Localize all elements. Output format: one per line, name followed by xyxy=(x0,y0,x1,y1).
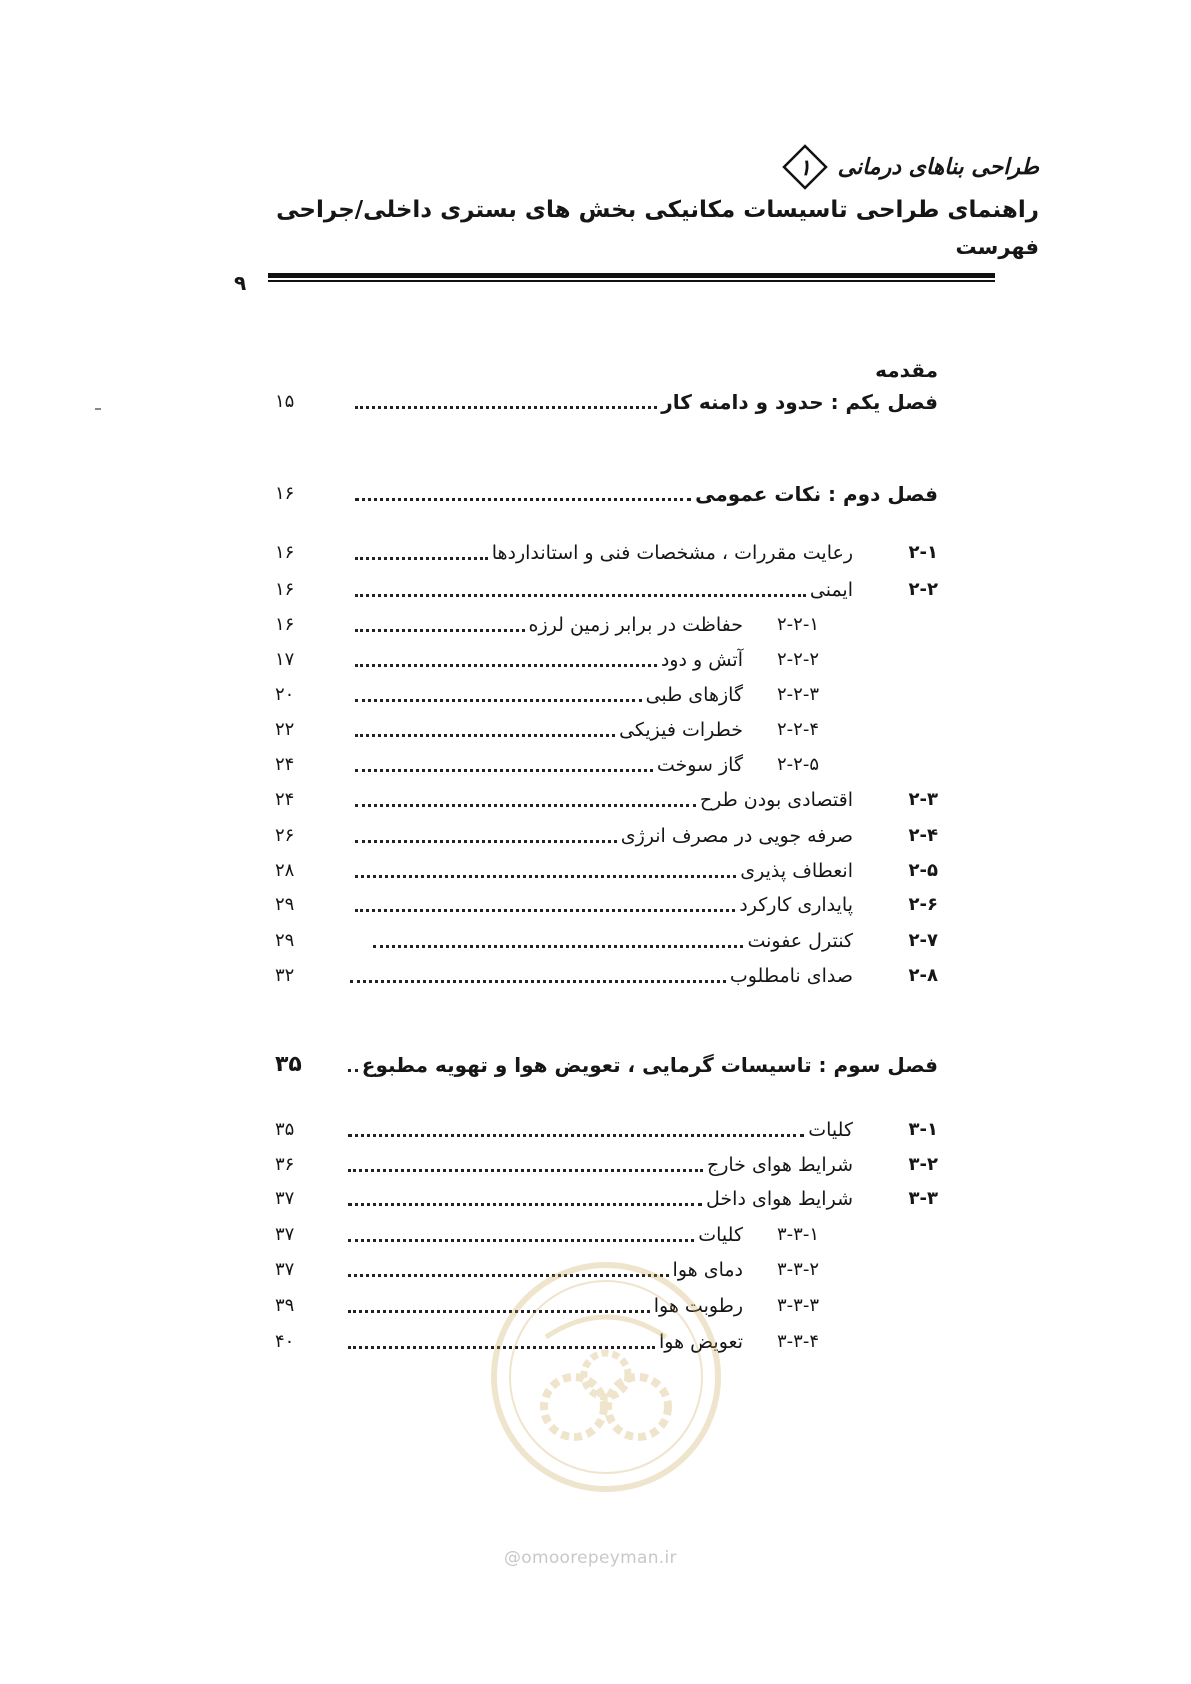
toc-page-number: ۱۶ xyxy=(275,542,295,563)
toc-page-number: ۳۷ xyxy=(275,1259,295,1280)
toc-section-code: ۳-۳ xyxy=(908,1188,938,1209)
toc-leader-line xyxy=(355,785,853,815)
toc-dot-leader xyxy=(348,1133,804,1137)
toc-page-number: ۳۲ xyxy=(275,965,295,986)
toc-leader-line xyxy=(355,387,938,417)
toc-entry-title: شرایط هوای داخل xyxy=(706,1188,853,1210)
toc-section-code: ۲-۲-۵ xyxy=(777,754,819,775)
toc-section-code: ۳-۳-۲ xyxy=(777,1259,819,1280)
toc-section-row xyxy=(0,1184,1191,1214)
toc-section-code: ۲-۵ xyxy=(908,860,938,881)
toc-entry-title: گاز سوخت xyxy=(656,754,743,776)
toc-leader-line xyxy=(355,821,853,851)
toc-leader-line xyxy=(355,680,743,710)
toc-section-code: ۲-۸ xyxy=(908,965,938,986)
toc-subsection-row xyxy=(0,610,1191,640)
header-rule-thick xyxy=(268,273,995,278)
toc-section-row xyxy=(0,1115,1191,1145)
toc-entry-title: رعایت مقررات ، مشخصات فنی و استانداردها xyxy=(491,542,853,564)
toc-page-number: ۱۵ xyxy=(275,391,295,412)
series-title: طراحی بناهای درمانی xyxy=(837,154,1039,180)
toc-page-number: ۲۴ xyxy=(275,789,295,810)
toc-leader-line xyxy=(355,715,743,745)
watermark-text: @omoorepeyman.ir xyxy=(504,1548,677,1568)
toc-entry-title: کنترل عفونت xyxy=(747,930,853,952)
toc-leader-line xyxy=(348,1115,853,1145)
toc-entry-title: پایداری کارکرد xyxy=(739,894,853,916)
toc-leader-line xyxy=(355,750,743,780)
publisher-seal-watermark xyxy=(486,1257,726,1497)
toc-dot-leader xyxy=(355,593,806,597)
scan-mark xyxy=(95,408,101,410)
toc-chapter-row xyxy=(0,479,1191,509)
toc-page-number: ۱۷ xyxy=(275,649,295,670)
toc-dot-leader xyxy=(355,803,696,807)
toc-section-code: ۲-۱ xyxy=(908,542,938,563)
toc-dot-leader xyxy=(355,556,488,560)
toc-page-number: ۱۶ xyxy=(275,483,295,504)
toc-leader-line xyxy=(348,1050,938,1080)
toc-section-row xyxy=(0,785,1191,815)
toc-subsection-row xyxy=(0,750,1191,780)
toc-entry-title: ایمنی xyxy=(809,579,853,601)
toc-section-row xyxy=(0,856,1191,886)
toc-entry-title: دمای هوا xyxy=(672,1259,743,1281)
toc-section-code: ۲-۲-۴ xyxy=(777,719,819,740)
toc-dot-leader xyxy=(348,1068,358,1072)
toc-entry-title: صرفه جویی در مصرف انرژی xyxy=(620,825,853,847)
chapter-number-badge xyxy=(782,144,828,190)
page-number: ۹ xyxy=(234,271,247,295)
toc-section-code: ۳-۲ xyxy=(908,1154,938,1175)
toc-entry-title: کلیات xyxy=(808,1119,853,1141)
toc-entry-title: شرایط هوای خارج xyxy=(706,1154,853,1176)
toc-subsection-row xyxy=(0,715,1191,745)
toc-section-code: ۲-۲ xyxy=(908,579,938,600)
toc-leader-line xyxy=(348,1184,853,1214)
toc-dot-leader xyxy=(348,1202,702,1206)
toc-page-number: ۳۷ xyxy=(275,1224,295,1245)
toc-entry-title: صدای نامطلوب xyxy=(729,965,853,987)
toc-page-number: ۴۰ xyxy=(275,1331,295,1352)
toc-leader-line xyxy=(355,575,853,605)
toc-page-number: ۱۶ xyxy=(275,614,295,635)
toc-entry-title: تعویض هوا xyxy=(659,1331,743,1353)
toc-section-code: ۳-۳-۴ xyxy=(777,1331,819,1352)
toc-entry-title: اقتصادی بودن طرح xyxy=(699,789,853,811)
toc-leader-line xyxy=(373,926,853,956)
toc-dot-leader xyxy=(355,497,691,501)
toc-section-row xyxy=(0,926,1191,956)
toc-page-number: ۲۶ xyxy=(275,825,295,846)
toc-section-code: ۲-۶ xyxy=(908,894,938,915)
toc-page-number: ۳۹ xyxy=(275,1295,295,1316)
toc-entry-title: فصل سوم : تاسیسات گرمایی ، تعویض هوا و تهویه مطبوع xyxy=(361,1053,938,1077)
toc-leader-line xyxy=(355,610,743,640)
toc-page-number: ۲۴ xyxy=(275,754,295,775)
toc-leader-line xyxy=(348,1220,743,1250)
toc-page-number: ۳۷ xyxy=(275,1188,295,1209)
toc-entry-title: خطرات فیزیکی xyxy=(619,719,743,741)
header-rule-thin xyxy=(268,280,995,282)
toc-section-row xyxy=(0,890,1191,920)
toc-section-row xyxy=(0,1150,1191,1180)
toc-dot-leader xyxy=(355,908,735,912)
toc-leader-line xyxy=(355,538,853,568)
toc-entry-title: حفاظت در برابر زمین لرزه xyxy=(528,614,743,636)
toc-section-code: ۳-۳-۳ xyxy=(777,1295,819,1316)
toc-entry-title: رطوبت هوا xyxy=(653,1295,743,1317)
toc-dot-leader xyxy=(355,733,615,737)
toc-dot-leader xyxy=(348,1168,703,1172)
toc-subsection-row xyxy=(0,1220,1191,1250)
toc-page-number: ۳۵ xyxy=(275,1052,302,1077)
toc-page-number: ۳۶ xyxy=(275,1154,295,1175)
toc-section-code: ۲-۲-۳ xyxy=(777,684,819,705)
toc-dot-leader xyxy=(355,405,657,409)
toc-entry-title: انعطاف پذیری xyxy=(740,860,853,882)
toc-leader-line xyxy=(355,645,743,675)
toc-leader-line xyxy=(355,856,853,886)
toc-section-code: ۲-۲-۲ xyxy=(777,649,819,670)
toc-section-code: ۲-۲-۱ xyxy=(777,614,819,635)
toc-section-row xyxy=(0,575,1191,605)
toc-dot-leader xyxy=(355,663,657,667)
toc-section-row xyxy=(0,821,1191,851)
toc-section-code: ۲-۳ xyxy=(908,789,938,810)
toc-page-number: ۳۵ xyxy=(275,1119,295,1140)
series-number: ۱ xyxy=(798,156,811,181)
toc-section-code: ۲-۴ xyxy=(908,825,938,846)
toc-section-code: ۲-۷ xyxy=(908,930,938,951)
toc-dot-leader xyxy=(355,628,525,632)
toc-page-number: ۲۹ xyxy=(275,930,295,951)
toc-section-row xyxy=(0,538,1191,568)
toc-intro: مقدمه xyxy=(875,358,938,382)
toc-chapter-row xyxy=(0,387,1191,417)
toc-dot-leader xyxy=(355,698,642,702)
toc-leader-line xyxy=(355,479,938,509)
toc-page-number: ۲۸ xyxy=(275,860,295,881)
document-title: راهنمای طراحی تاسیسات مکانیکی بخش های بستری داخلی/جراحی xyxy=(276,197,1039,223)
toc-entry-title: کلیات xyxy=(698,1224,743,1246)
toc-entry-title: فصل یکم : حدود و دامنه کار xyxy=(661,390,938,414)
toc-dot-leader xyxy=(355,874,736,878)
toc-page-number: ۲۲ xyxy=(275,719,295,740)
toc-leader-line xyxy=(350,961,853,991)
toc-subsection-row xyxy=(0,680,1191,710)
toc-dot-leader xyxy=(355,768,653,772)
toc-dot-leader xyxy=(348,1238,694,1242)
toc-chapter-row xyxy=(0,1050,1191,1080)
toc-dot-leader xyxy=(373,944,743,948)
toc-page-number: ۲۹ xyxy=(275,894,295,915)
toc-dot-leader xyxy=(350,979,726,983)
toc-dot-leader xyxy=(355,839,617,843)
toc-page-number: ۱۶ xyxy=(275,579,295,600)
toc-subsection-row xyxy=(0,645,1191,675)
toc-page-number: ۲۰ xyxy=(275,684,295,705)
series-heading xyxy=(782,144,1039,190)
toc-leader-line xyxy=(348,1150,853,1180)
toc-section-code: ۳-۱ xyxy=(908,1119,938,1140)
toc-section-row xyxy=(0,961,1191,991)
toc-leader-line xyxy=(355,890,853,920)
toc-entry-title: گازهای طبی xyxy=(645,684,743,706)
section-title: فهرست xyxy=(955,235,1039,259)
toc-section-code: ۳-۳-۱ xyxy=(777,1224,819,1245)
toc-entry-title: آتش و دود xyxy=(660,649,743,671)
toc-entry-title: فصل دوم : نکات عمومی xyxy=(695,482,938,506)
